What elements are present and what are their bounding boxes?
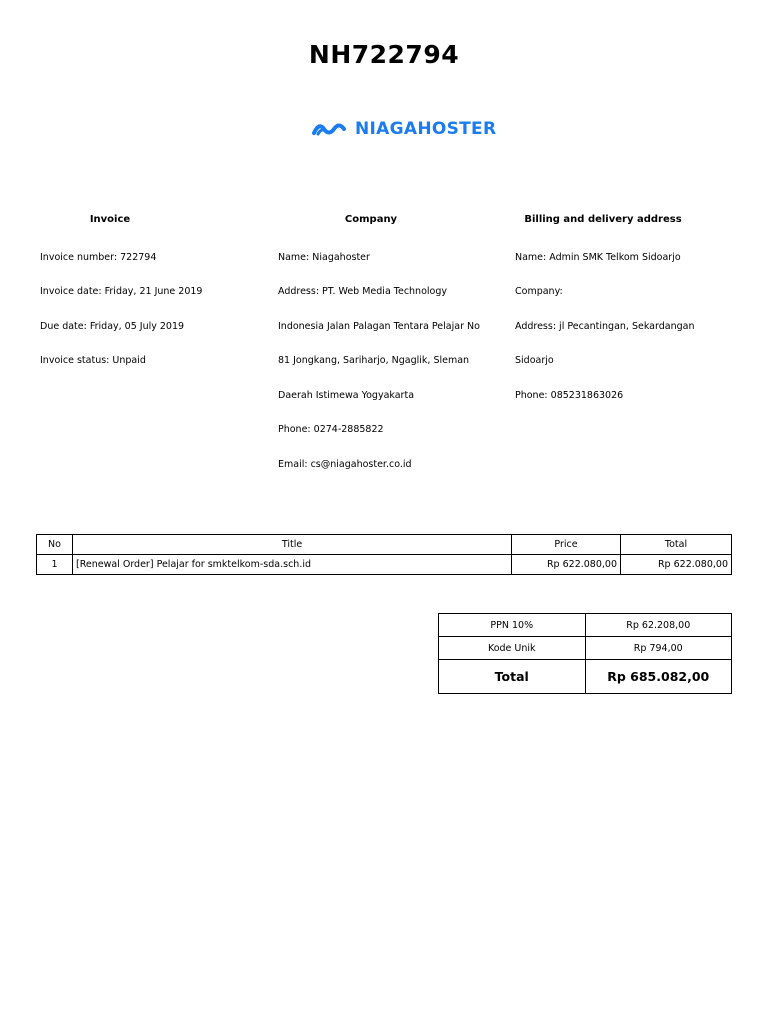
company-heading: Company [344, 214, 398, 225]
header-price: Price [512, 535, 621, 555]
company-address-line: Address: PT. Web Media Technology [278, 286, 447, 297]
billing-company: Company: [515, 286, 563, 297]
kode-unik-label: Kode Unik [439, 637, 586, 660]
summary-table [438, 613, 732, 694]
billing-heading: Billing and delivery address [524, 214, 682, 225]
ppn-label: PPN 10% [439, 614, 586, 637]
row-no: 1 [37, 555, 73, 575]
due-date: Due date: Friday, 05 July 2019 [40, 321, 185, 332]
items-header-row [37, 535, 732, 555]
invoice-date: Invoice date: Friday, 21 June 2019 [40, 286, 203, 297]
ppn-value: Rp 62.208,00 [585, 614, 732, 637]
header-title: Title [73, 535, 512, 555]
billing-address-line: Sidoarjo [515, 355, 554, 366]
billing-address-line: Address: jl Pecantingan, Sekardangan [515, 321, 695, 332]
invoice-number: Invoice number: 722794 [40, 252, 157, 263]
company-name: Name: Niagahoster [278, 252, 370, 263]
kode-unik-row [439, 637, 732, 660]
header-total: Total [621, 535, 732, 555]
row-total: Rp 622.080,00 [621, 555, 732, 575]
grand-total-value: Rp 685.082,00 [585, 660, 732, 694]
grand-total-row [439, 660, 732, 694]
ppn-row [439, 614, 732, 637]
row-price: Rp 622.080,00 [512, 555, 621, 575]
table-row [37, 555, 732, 575]
company-email: Email: cs@niagahoster.co.id [278, 459, 412, 470]
kode-unik-value: Rp 794,00 [585, 637, 732, 660]
invoice-heading: Invoice [89, 214, 131, 225]
invoice-id-title: NH722794 [308, 40, 460, 69]
row-title: [Renewal Order] Pelajar for smktelkom-sda.sch.id [73, 555, 512, 575]
company-address-line: Daerah Istimewa Yogyakarta [278, 390, 415, 401]
billing-name: Name: Admin SMK Telkom Sidoarjo [515, 252, 681, 263]
header-no: No [37, 535, 73, 555]
grand-total-label: Total [439, 660, 586, 694]
niagahoster-logo-icon [311, 118, 349, 140]
niagahoster-logo [311, 118, 496, 140]
company-address-line: 81 Jongkang, Sariharjo, Ngaglik, Sleman [278, 355, 470, 366]
company-address-line: Indonesia Jalan Palagan Tentara Pelajar No [278, 321, 480, 332]
company-phone: Phone: 0274-2885822 [278, 424, 384, 435]
items-table [36, 534, 732, 575]
logo-text: NIAGAHOSTER [355, 119, 497, 139]
billing-phone: Phone: 085231863026 [515, 390, 624, 401]
invoice-status: Invoice status: Unpaid [40, 355, 146, 366]
